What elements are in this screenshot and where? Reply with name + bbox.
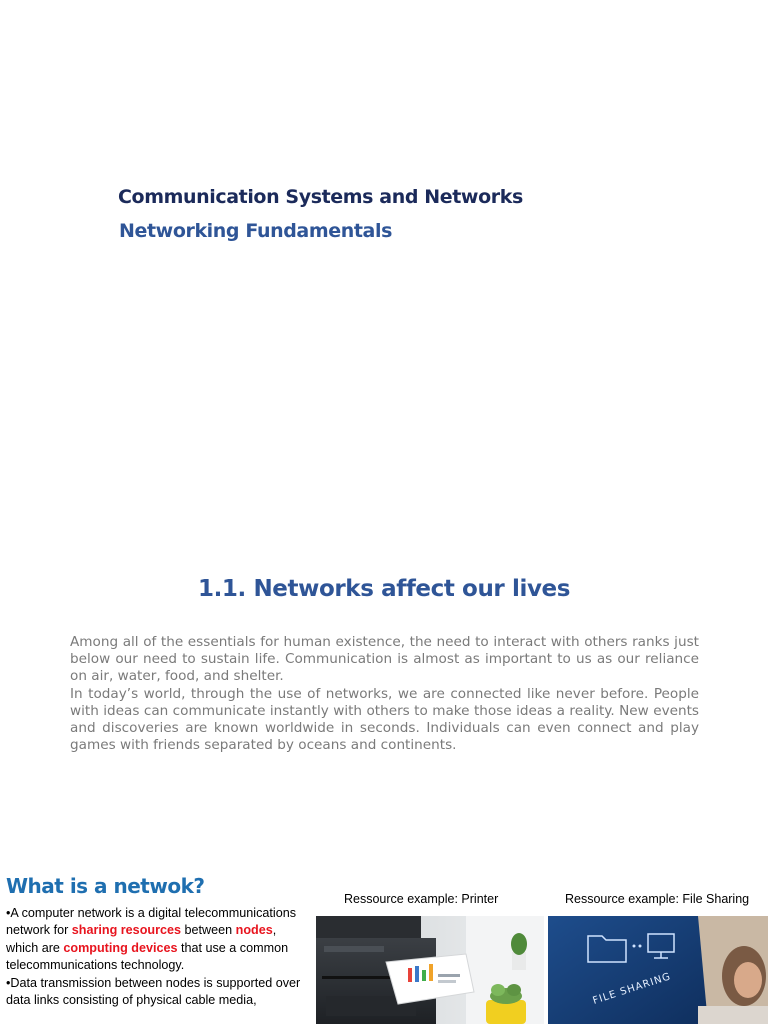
body-text (70, 634, 699, 754)
presentation-subtitle: Networking Fundamentals (119, 220, 392, 242)
file-sharing-illustration (548, 916, 768, 1024)
highlight-nodes: nodes (235, 923, 273, 938)
paragraph-1: Among all of the essentials for human existence, the need to interact with others ranks just below our need to sustain life. Communication is almost as important to us as our reliance on air, water, food, and shelter. (70, 634, 699, 685)
bullet-1-text: that use a common telecommunications technology. (6, 940, 289, 973)
networks-affect-lives-slide (0, 560, 768, 850)
printer-photo (316, 916, 544, 1024)
file-sharing-label: FILE SHARING (591, 971, 673, 1007)
section-heading: 1.1. Networks affect our lives (197, 576, 571, 602)
highlight-sharing-resources: sharing resources (71, 923, 181, 938)
presentation-title: Communication Systems and Networks (118, 186, 523, 208)
bullet-1 (6, 905, 306, 975)
what-is-network-slide (0, 862, 768, 1024)
what-is-network-heading: What is a netwok? (6, 874, 205, 898)
caption-printer: Ressource example: Printer (344, 892, 499, 906)
file-sharing-photo (548, 916, 768, 1024)
paragraph-2: In today’s world, through the use of networks, we are connected like never before. People with ideas can communicate instantly with others to make those ideas a reality. New events and discoveries are known worldwide in seconds. Individuals can even connect and play games with friends separated by oceans and continents. (70, 685, 699, 754)
caption-file-sharing: Ressource example: File Sharing (565, 892, 750, 906)
bullet-2: •Data transmission between nodes is supported over data links consisting of physical cable media, (6, 975, 301, 1008)
definition-bullets (6, 905, 306, 1009)
highlight-computing-devices: computing devices (63, 940, 178, 955)
bullet-1-text: , which are (6, 923, 277, 955)
bullet-1-text: between (181, 923, 236, 938)
bullet-1-text: •A computer network is a digital telecommunications network for (6, 906, 297, 938)
printer-illustration (316, 916, 544, 1024)
